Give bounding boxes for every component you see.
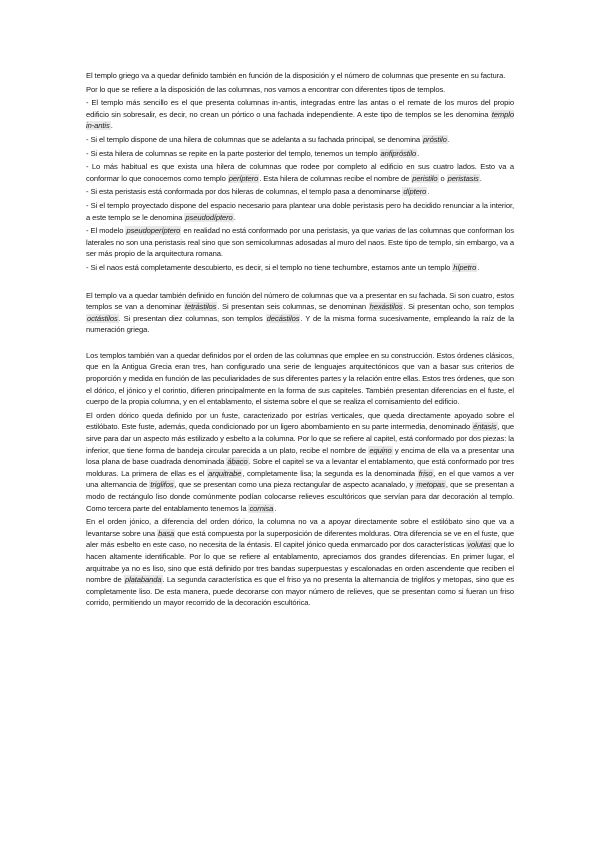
text-run: . Si presentan seis columnas, se denominan	[217, 302, 369, 312]
text-run: - Si esta peristasis está conformada por dos hileras de columnas, el templo pasa a denominarse	[86, 187, 403, 197]
text-run: . Sobre el capitel se va a levantar el entablamento, que está conformado por tres molduras. La primera de ellas es el	[86, 457, 514, 478]
paragraph	[86, 148, 514, 160]
text-run: , en el que vamos a ver una alternancia de	[86, 468, 514, 490]
highlighted-term: triglifos	[150, 480, 174, 490]
text-run: .	[110, 121, 113, 131]
highlighted-term: anfipróstilo	[380, 148, 417, 158]
paragraph	[86, 262, 514, 274]
text-run: , que se presentan como una pieza rectangular de aspecto acanalado, y	[174, 480, 416, 490]
highlighted-term: pseudoperíptero	[126, 226, 181, 236]
highlighted-term: tetrástilos	[184, 302, 217, 312]
highlighted-term: octástilos	[87, 313, 118, 323]
highlighted-term: peristasis	[447, 173, 479, 183]
text-run: - Si el naos está completamente descubierto, es decir, si el templo no tiene techumbre, estamos ante un templo	[86, 262, 453, 272]
paragraph	[86, 225, 514, 260]
highlighted-term: peristilo	[412, 173, 438, 183]
text-run: .	[233, 212, 236, 222]
text-run: en realidad no está conformado por una peristasis, ya que varias de las columnas que conforman los laterales no son una peristasis real sino que son semicolumnas adosadas al muro del naos. Este tipo de templo, sin embargo, va a ser más propio de la arquitectura romana.	[86, 226, 514, 259]
paragraph-gap	[86, 338, 514, 350]
text-run: y encima de ella va a presentar una losa plana de base cuadrada denominada	[86, 445, 514, 467]
text-run: . Si presentan ocho, son templos	[403, 302, 514, 312]
highlighted-term: metopas	[416, 480, 445, 490]
highlighted-term: templo in-antis	[86, 109, 514, 131]
text-run: - Si el templo dispone de una hilera de columnas que se adelanta a su fachada principal, se denomina	[86, 134, 423, 144]
text-run: . La segunda característica es que el friso ya no presenta la alternancia de triglifos y metopas, sino que es completamente liso. De esta manera, puede decorarse con mayor número de relieves, que se presentan como si fueran un friso corrido, permitiendo un mayor recorrido de la decoración escultórica.	[86, 575, 514, 608]
highlighted-term: ábaco	[227, 457, 248, 467]
paragraph	[86, 186, 514, 198]
highlighted-term: basa	[158, 528, 175, 538]
text-run: . Si presentan diez columnas, son templos	[118, 313, 266, 323]
text-run: que está compuesta por la superposición de diferentes molduras. Otra diferencia se ve en el fuste, que aler más esbelto en este caso, no necesita de la éntasis. El capitel jónico queda enmarcado por dos características	[86, 528, 514, 550]
text-run: El templo griego va a quedar definido también en función de la disposición y el número de columnas que presente en su factura.	[86, 71, 506, 80]
highlighted-term: arquitrabe	[208, 468, 242, 478]
text-run: o	[438, 173, 447, 183]
text-run: Por lo que se refiere a la disposición de las columnas, nos vamos a encontrar con diferentes tipos de templos.	[86, 84, 446, 94]
paragraph	[86, 516, 514, 609]
text-run: - Lo más habitual es que exista una hilera de columnas que rodee por completo al edificio en sus cuatro lados. Esto va a conformar lo que conocemos como templo	[86, 162, 514, 183]
text-run: .	[417, 148, 420, 158]
paragraph	[86, 161, 514, 184]
text-run: .	[427, 187, 430, 197]
highlighted-term: pseudodíptero	[185, 212, 233, 222]
paragraph	[86, 410, 514, 514]
highlighted-term: friso	[418, 468, 433, 478]
paragraph-gap	[86, 276, 514, 290]
paragraph	[86, 200, 514, 223]
text-run: - El templo más sencillo es el que presenta columnas in-antis, integradas entre las antas o el remate de los muros del propio edificio sin sobresalir, es decir, no crean un pórtico o una fachada independiente. A este tipo de templos se les denomina	[86, 98, 514, 119]
text-run: - Si esta hilera de columnas se repite en la parte posterior del templo, tenemos un templo	[86, 148, 380, 158]
text-run: .	[477, 262, 480, 272]
paragraph	[86, 97, 514, 132]
highlighted-term: próstilo	[423, 134, 447, 144]
text-run: El templo va a quedar también definido en función del número de columnas que va a presentar en su fachada. Si son cuatro, estos templos se van a denominar	[86, 290, 514, 312]
text-run: , que se presentan a modo de rectángulo liso donde comúnmente podían colocarse relieves escultóricos que servían para dar decoración al templo. Como tercera parte del entablamento tenemos la	[86, 480, 514, 513]
paragraph	[86, 134, 514, 146]
text-run: En el orden jónico, a diferencia del orden dórico, la columna no va a apoyar directamente sobre el estilóbato sino que va a levantarse sobre una	[86, 517, 514, 538]
text-run: que lo hacen altamente identificable. Por lo que se refiere al entablamento, apreciamos dos grandes diferencias. En primer lugar, el arquitrabe ya no es liso, sino que está definido por tres bandas superpuestas y escalonadas en orden ascendente que reciben el nombre de	[86, 540, 514, 585]
text-run: El orden dórico queda definido por un fuste, caracterizado por estrías verticales, que queda directamente apoyado sobre el estilóbato. Este fuste, además, queda condicionado por un ligero abombamiento en su parte intermedia, denominado	[86, 410, 514, 432]
text-run: .	[274, 503, 277, 513]
highlighted-term: decástilos	[266, 313, 300, 323]
highlighted-term: equino	[369, 445, 392, 455]
text-run: - Si el templo proyectado dispone del espacio necesario para plantear una doble peristasis pero ha decidido renunciar a la interior, a este templo se le denomina	[86, 200, 514, 222]
text-run: , que sirve para dar un aspecto más estilizado y esbelto a la columna. Por lo que se refiere al capitel, está conformado por dos piezas: la inferior, que tiene forma de bandeja circular parecida a un plato, recibe el nombre de	[86, 422, 514, 455]
highlighted-term: platabanda	[124, 575, 162, 585]
text-run: .	[447, 134, 450, 144]
paragraph	[86, 70, 514, 82]
highlighted-term: hípetro	[453, 262, 477, 272]
highlighted-term: hexástilos	[369, 302, 403, 312]
highlighted-term: díptero	[403, 187, 427, 197]
document-body	[86, 70, 514, 611]
text-run: - El modelo	[86, 226, 126, 236]
text-run: Los templos también van a quedar definidos por el orden de las columnas que emplee en su construcción. Estos órdenes clásicos, que en la Antigua Grecia eran tres, han configurado una serie de lenguajes arquitectónicos que van a basar sus criterios de proporción y medida en función de las peculiaridades de sus diferentes partes y la relación entre ellas. Estos tres órdenes, que son el dórico, el jónico y el corintio, difieren principalmente en la forma de sus capiteles. También presentan diferencias en el fuste, el cuerpo de la propia columna, y en el entablamento, el sistema sobre el que se realiza el cornisamiento del edificio.	[86, 350, 514, 407]
highlighted-term: cornisa	[249, 503, 274, 513]
text-run: .	[479, 173, 482, 183]
text-run: , completamente lisa; la segunda es la denominada	[242, 468, 418, 478]
paragraph	[86, 290, 514, 336]
highlighted-term: volutas	[467, 540, 491, 550]
text-run: . Esta hilera de columnas recibe el nombre de	[259, 173, 412, 183]
paragraph	[86, 84, 514, 96]
text-run: . Y de la misma forma sucesivamente, empleando la raíz de la numeración griega.	[86, 313, 514, 335]
highlighted-term: éntasis	[473, 422, 497, 432]
highlighted-term: períptero	[228, 173, 259, 183]
paragraph	[86, 350, 514, 408]
